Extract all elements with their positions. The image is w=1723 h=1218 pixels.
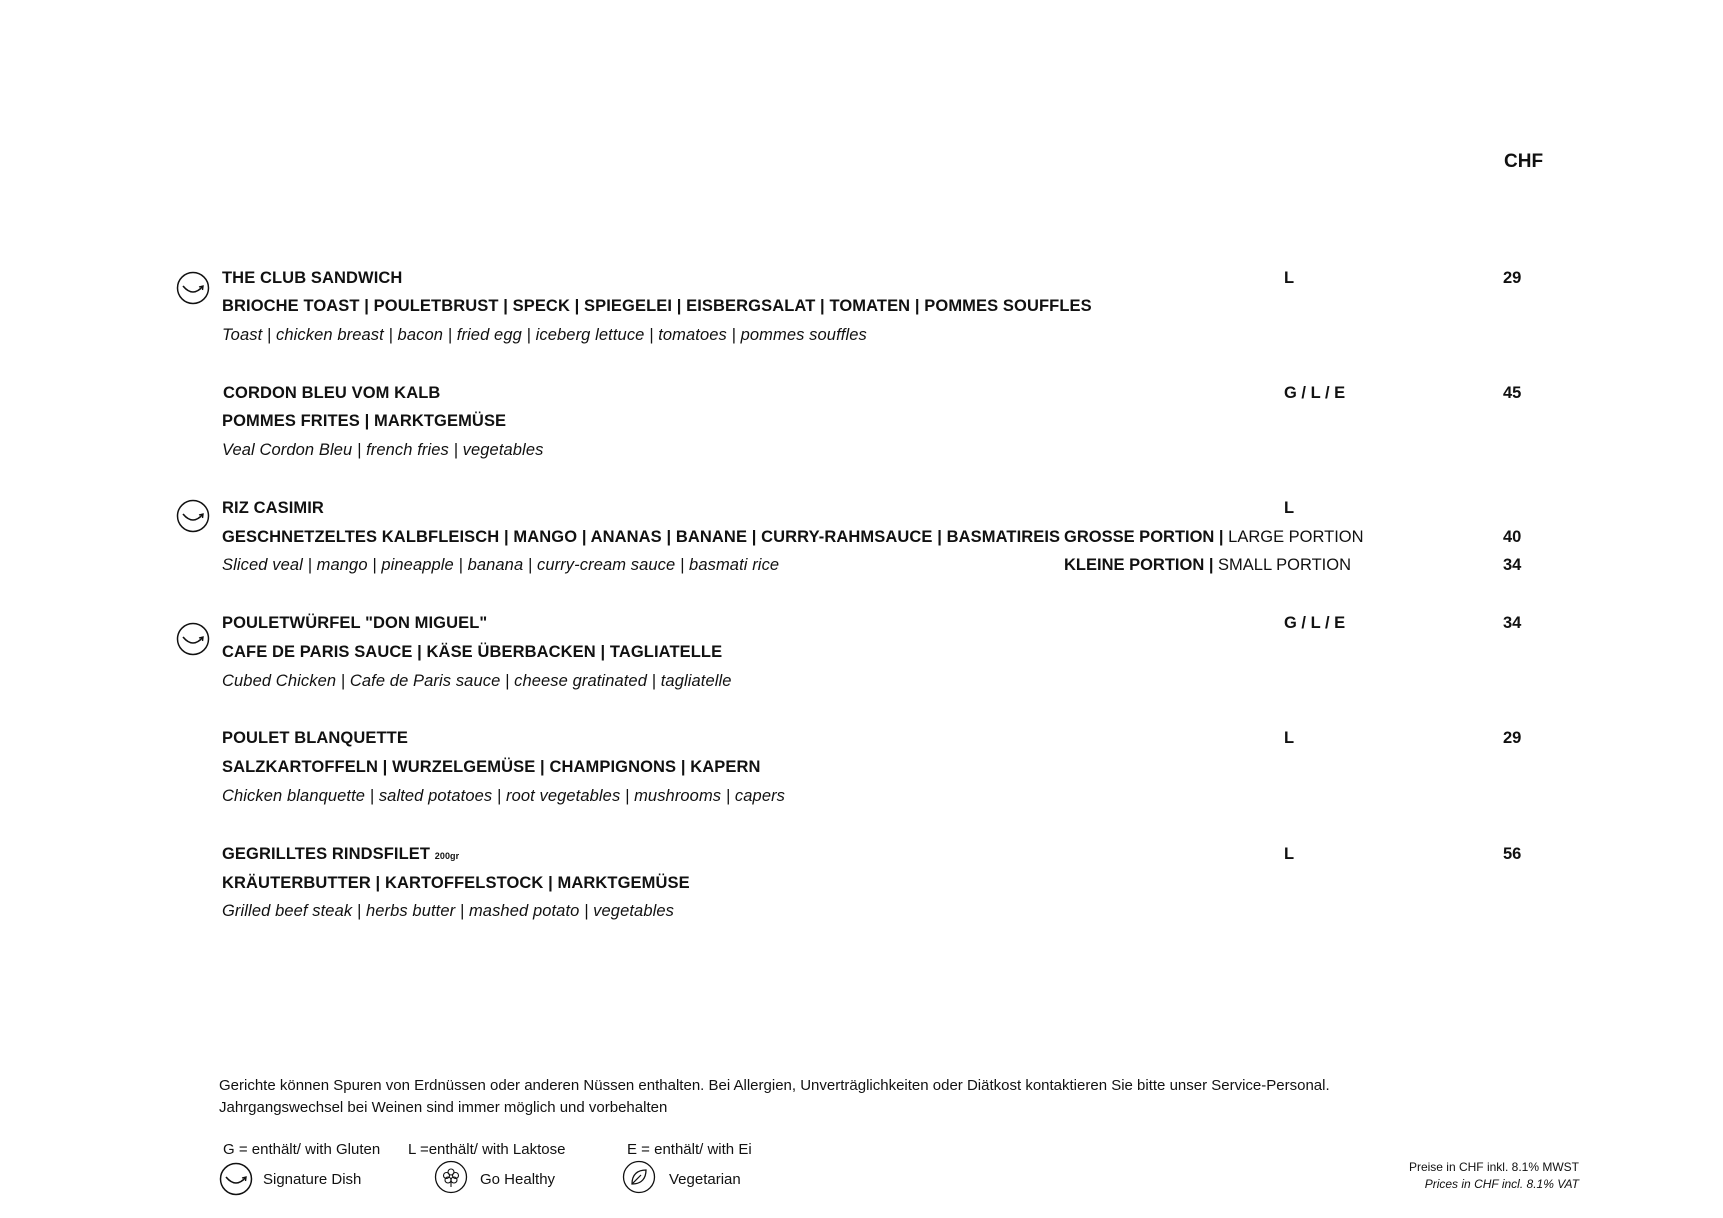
dish-price: 29 xyxy=(1503,269,1522,287)
dish-description-en: Cubed Chicken | Cafe de Paris sauce | cheese gratinated | tagliatelle xyxy=(222,672,732,690)
portion-label-en: SMALL PORTION xyxy=(1213,556,1352,574)
dish-price: 56 xyxy=(1503,845,1522,863)
dish-weight: 200gr xyxy=(434,851,460,861)
dish-description-en: Grilled beef steak | herbs butter | mashed potato | vegetables xyxy=(222,902,674,920)
dish-allergens: G / L / E xyxy=(1284,384,1346,402)
dish-price: 34 xyxy=(1503,614,1522,632)
dish-title: POULETWÜRFEL "DON MIGUEL" xyxy=(222,614,488,632)
dish-price: 29 xyxy=(1503,729,1522,747)
dish-description-en: Sliced veal | mango | pineapple | banana | curry-cream sauce | basmati rice xyxy=(222,556,780,574)
dish-allergens: G / L / E xyxy=(1284,614,1346,632)
portion-label-en: LARGE PORTION xyxy=(1223,528,1364,546)
legend-egg: E = enthält/ with Ei xyxy=(627,1141,752,1158)
legend-vegetarian-label: Vegetarian xyxy=(669,1171,741,1188)
signature-dish-icon xyxy=(176,622,210,656)
signature-dish-icon xyxy=(176,271,210,305)
dish-description-de: CAFE DE PARIS SAUCE | KÄSE ÜBERBACKEN | TAGLIATELLE xyxy=(222,643,723,661)
dish-price: 45 xyxy=(1503,384,1522,402)
vat-note-en: Prices in CHF incl. 8.1% VAT xyxy=(1424,1177,1579,1191)
dish-description-de: BRIOCHE TOAST | POULETBRUST | SPECK | SPIEGELEI | EISBERGSALAT | TOMATEN | POMMES SOUFFLES xyxy=(222,297,1092,315)
signature-dish-icon xyxy=(219,1162,253,1196)
dish-title-text: GEGRILLTES RINDSFILET xyxy=(222,845,431,863)
vegetarian-leaf-icon xyxy=(622,1160,656,1194)
allergy-disclaimer: Gerichte können Spuren von Erdnüssen oder anderen Nüssen enthalten. Bei Allergien, Unverträglichkeiten oder Diätkost kontaktieren Sie bitte unser Service-Personal. xyxy=(219,1077,1330,1094)
dish-description-de: GESCHNETZELTES KALBFLEISCH | MANGO | ANANAS | BANANE | CURRY-RAHMSAUCE | BASMATIREIS xyxy=(222,528,1061,546)
dish-title: POULET BLANQUETTE xyxy=(222,729,408,747)
dish-description-en: Toast | chicken breast | bacon | fried egg | iceberg lettuce | tomatoes | pommes souffles xyxy=(222,326,867,344)
dish-title: RIZ CASIMIR xyxy=(222,499,324,517)
signature-dish-icon xyxy=(176,499,210,533)
wine-vintage-note: Jahrgangswechsel bei Weinen sind immer möglich und vorbehalten xyxy=(219,1099,668,1116)
dish-title: CORDON BLEU VOM KALB xyxy=(223,384,441,402)
dish-description-en: Veal Cordon Bleu | french fries | vegetables xyxy=(222,441,544,459)
dish-title xyxy=(222,845,459,864)
dish-description-en: Chicken blanquette | salted potatoes | root vegetables | mushrooms | capers xyxy=(222,787,786,805)
dish-description-de: KRÄUTERBUTTER | KARTOFFELSTOCK | MARKTGEMÜSE xyxy=(222,874,690,892)
go-healthy-icon xyxy=(434,1160,468,1194)
vat-note-de: Preise in CHF inkl. 8.1% MWST xyxy=(1408,1160,1579,1174)
portion-label-de: GROSSE PORTION | xyxy=(1064,528,1224,546)
legend-signature-label: Signature Dish xyxy=(263,1171,362,1188)
dish-allergens: L xyxy=(1284,269,1295,287)
portion-option-large xyxy=(1064,528,1364,547)
dish-allergens: L xyxy=(1284,499,1295,517)
portion-price: 40 xyxy=(1503,528,1522,546)
portion-label-de: KLEINE PORTION | xyxy=(1064,556,1214,574)
dish-description-de: SALZKARTOFFELN | WURZELGEMÜSE | CHAMPIGNONS | KAPERN xyxy=(222,758,761,776)
portion-price: 34 xyxy=(1503,556,1522,574)
dish-description-de: POMMES FRITES | MARKTGEMÜSE xyxy=(222,412,507,430)
dish-title: THE CLUB SANDWICH xyxy=(222,269,403,287)
legend-gluten: G = enthält/ with Gluten xyxy=(223,1141,381,1158)
portion-option-small xyxy=(1064,556,1351,575)
dish-allergens: L xyxy=(1284,729,1295,747)
legend-healthy-label: Go Healthy xyxy=(480,1171,556,1188)
currency-header: CHF xyxy=(1504,151,1544,172)
legend-lactose: L =enthält/ with Laktose xyxy=(408,1141,566,1158)
dish-allergens: L xyxy=(1284,845,1295,863)
